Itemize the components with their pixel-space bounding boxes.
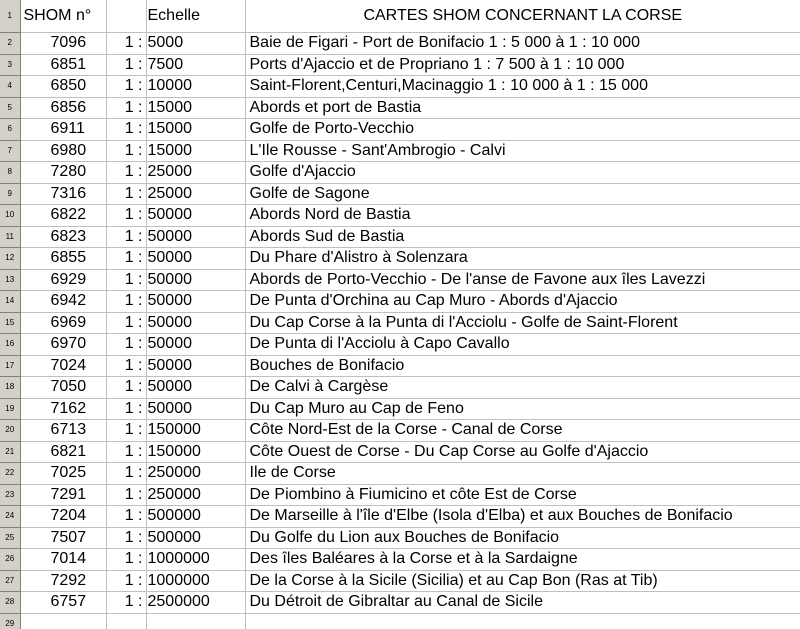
cell-title[interactable]: De Punta d'Orchina au Cap Muro - Abords d'Ajaccio bbox=[245, 291, 800, 313]
row-header[interactable]: 3 bbox=[0, 54, 20, 76]
cell-ratio[interactable]: 1 : bbox=[106, 527, 146, 549]
cell-scale[interactable]: 150000 bbox=[146, 420, 245, 442]
cell-shom-number[interactable]: 6969 bbox=[20, 312, 106, 334]
cell-title[interactable]: Abords de Porto-Vecchio - De l'anse de Favone aux îles Lavezzi bbox=[245, 269, 800, 291]
table-row bbox=[0, 162, 800, 184]
header-cell-scale[interactable]: Echelle bbox=[146, 0, 245, 33]
table-row bbox=[0, 355, 800, 377]
table-row bbox=[0, 183, 800, 205]
cell-shom-number[interactable]: 7316 bbox=[20, 183, 106, 205]
row-header[interactable]: 14 bbox=[0, 291, 20, 313]
cell-ratio[interactable]: 1 : bbox=[106, 570, 146, 592]
row-header[interactable]: 15 bbox=[0, 312, 20, 334]
cell-scale[interactable]: 50000 bbox=[146, 355, 245, 377]
cell-title[interactable]: Des îles Baléares à la Corse et à la Sardaigne bbox=[245, 549, 800, 571]
table-row bbox=[0, 334, 800, 356]
cell-scale[interactable]: 500000 bbox=[146, 527, 245, 549]
cell-ratio[interactable] bbox=[106, 613, 146, 629]
cell-ratio[interactable]: 1 : bbox=[106, 162, 146, 184]
cell-title[interactable]: Ports d'Ajaccio et de Propriano 1 : 7 500 à 1 : 10 000 bbox=[245, 54, 800, 76]
cell-scale[interactable]: 50000 bbox=[146, 226, 245, 248]
cell-ratio[interactable]: 1 : bbox=[106, 334, 146, 356]
cell-title[interactable]: Golfe de Porto-Vecchio bbox=[245, 119, 800, 141]
row-header[interactable]: 20 bbox=[0, 420, 20, 442]
cell-ratio[interactable]: 1 : bbox=[106, 463, 146, 485]
cell-ratio[interactable]: 1 : bbox=[106, 420, 146, 442]
cell-scale[interactable]: 15000 bbox=[146, 140, 245, 162]
table-row bbox=[0, 205, 800, 227]
row-header[interactable]: 19 bbox=[0, 398, 20, 420]
cell-title[interactable]: Baie de Figari - Port de Bonifacio 1 : 5 000 à 1 : 10 000 bbox=[245, 33, 800, 55]
cell-scale[interactable]: 50000 bbox=[146, 334, 245, 356]
row-header[interactable]: 21 bbox=[0, 441, 20, 463]
cell-shom-number[interactable]: 7280 bbox=[20, 162, 106, 184]
table-row bbox=[0, 119, 800, 141]
cell-title[interactable]: Saint-Florent,Centuri,Macinaggio 1 : 10 000 à 1 : 15 000 bbox=[245, 76, 800, 98]
cell-ratio[interactable]: 1 : bbox=[106, 312, 146, 334]
cell-title[interactable]: Du Cap Muro au Cap de Feno bbox=[245, 398, 800, 420]
cell-title[interactable]: Ile de Corse bbox=[245, 463, 800, 485]
row-header[interactable]: 28 bbox=[0, 592, 20, 614]
cell-shom-number[interactable]: 6823 bbox=[20, 226, 106, 248]
row-header[interactable]: 18 bbox=[0, 377, 20, 399]
cell-scale[interactable]: 15000 bbox=[146, 97, 245, 119]
row-header[interactable]: 5 bbox=[0, 97, 20, 119]
table-row bbox=[0, 140, 800, 162]
table-row bbox=[0, 54, 800, 76]
cell-title[interactable]: Du Phare d'Alistro à Solenzara bbox=[245, 248, 800, 270]
table-row bbox=[0, 269, 800, 291]
cell-scale[interactable]: 7500 bbox=[146, 54, 245, 76]
cell-shom-number[interactable]: 6713 bbox=[20, 420, 106, 442]
table-row bbox=[0, 97, 800, 119]
cell-shom-number[interactable]: 6851 bbox=[20, 54, 106, 76]
cell-scale[interactable]: 50000 bbox=[146, 269, 245, 291]
cell-title[interactable]: Côte Ouest de Corse - Du Cap Corse au Golfe d'Ajaccio bbox=[245, 441, 800, 463]
table-row bbox=[0, 248, 800, 270]
cell-title[interactable]: Golfe d'Ajaccio bbox=[245, 162, 800, 184]
cell-shom-number[interactable]: 7162 bbox=[20, 398, 106, 420]
cell-scale[interactable]: 15000 bbox=[146, 119, 245, 141]
row-header[interactable]: 1 bbox=[0, 0, 20, 33]
cell-scale[interactable]: 50000 bbox=[146, 248, 245, 270]
row-header[interactable]: 13 bbox=[0, 269, 20, 291]
cell-title[interactable] bbox=[245, 613, 800, 629]
row-header[interactable]: 6 bbox=[0, 119, 20, 141]
cell-scale[interactable]: 50000 bbox=[146, 291, 245, 313]
cell-title[interactable]: De Marseille à l'île d'Elbe (Isola d'Elba) et aux Bouches de Bonifacio bbox=[245, 506, 800, 528]
cell-shom-number[interactable] bbox=[20, 613, 106, 629]
table-row bbox=[0, 506, 800, 528]
row-header[interactable]: 4 bbox=[0, 76, 20, 98]
row-header[interactable]: 7 bbox=[0, 140, 20, 162]
cell-ratio[interactable]: 1 : bbox=[106, 205, 146, 227]
cell-shom-number[interactable]: 6856 bbox=[20, 97, 106, 119]
table-row bbox=[0, 613, 800, 629]
row-header[interactable]: 10 bbox=[0, 205, 20, 227]
cell-shom-number[interactable]: 7096 bbox=[20, 33, 106, 55]
row-header[interactable]: 12 bbox=[0, 248, 20, 270]
cell-shom-number[interactable]: 7507 bbox=[20, 527, 106, 549]
cell-title[interactable]: De Punta di l'Acciolu à Capo Cavallo bbox=[245, 334, 800, 356]
cell-shom-number[interactable]: 6942 bbox=[20, 291, 106, 313]
cell-ratio[interactable]: 1 : bbox=[106, 248, 146, 270]
cell-scale[interactable]: 50000 bbox=[146, 398, 245, 420]
cell-title[interactable]: Du Golfe du Lion aux Bouches de Bonifacio bbox=[245, 527, 800, 549]
cell-shom-number[interactable]: 6850 bbox=[20, 76, 106, 98]
header-cell-ratio[interactable] bbox=[106, 0, 146, 33]
header-cell-shom-number[interactable]: SHOM n° bbox=[20, 0, 106, 33]
cell-scale[interactable]: 150000 bbox=[146, 441, 245, 463]
cell-scale[interactable]: 25000 bbox=[146, 162, 245, 184]
table-row bbox=[0, 377, 800, 399]
cell-title[interactable]: De Piombino à Fiumicino et côte Est de Corse bbox=[245, 484, 800, 506]
row-header[interactable]: 11 bbox=[0, 226, 20, 248]
table-row bbox=[0, 420, 800, 442]
cell-ratio[interactable]: 1 : bbox=[106, 441, 146, 463]
cell-shom-number[interactable]: 6821 bbox=[20, 441, 106, 463]
cell-scale[interactable]: 1000000 bbox=[146, 549, 245, 571]
cell-scale[interactable]: 250000 bbox=[146, 463, 245, 485]
cell-title[interactable]: Golfe de Sagone bbox=[245, 183, 800, 205]
cell-shom-number[interactable]: 7014 bbox=[20, 549, 106, 571]
cell-scale[interactable]: 50000 bbox=[146, 205, 245, 227]
header-row bbox=[0, 0, 800, 33]
cell-shom-number[interactable]: 7291 bbox=[20, 484, 106, 506]
cell-ratio[interactable]: 1 : bbox=[106, 33, 146, 55]
cell-shom-number[interactable]: 6929 bbox=[20, 269, 106, 291]
cell-scale[interactable]: 10000 bbox=[146, 76, 245, 98]
cell-ratio[interactable]: 1 : bbox=[106, 549, 146, 571]
table-row bbox=[0, 398, 800, 420]
cell-scale[interactable]: 50000 bbox=[146, 377, 245, 399]
cell-ratio[interactable]: 1 : bbox=[106, 355, 146, 377]
cell-ratio[interactable]: 1 : bbox=[106, 377, 146, 399]
row-header[interactable]: 27 bbox=[0, 570, 20, 592]
row-header[interactable]: 2 bbox=[0, 33, 20, 55]
table-row bbox=[0, 312, 800, 334]
cell-scale[interactable]: 1000000 bbox=[146, 570, 245, 592]
cell-title[interactable]: Bouches de Bonifacio bbox=[245, 355, 800, 377]
row-header[interactable]: 23 bbox=[0, 484, 20, 506]
cell-shom-number[interactable]: 7204 bbox=[20, 506, 106, 528]
cell-title[interactable]: Abords et port de Bastia bbox=[245, 97, 800, 119]
cell-ratio[interactable]: 1 : bbox=[106, 140, 146, 162]
cell-scale[interactable]: 50000 bbox=[146, 312, 245, 334]
cell-ratio[interactable]: 1 : bbox=[106, 291, 146, 313]
cell-ratio[interactable]: 1 : bbox=[106, 226, 146, 248]
row-header[interactable]: 16 bbox=[0, 334, 20, 356]
table-row bbox=[0, 570, 800, 592]
row-header[interactable]: 9 bbox=[0, 183, 20, 205]
cell-scale[interactable]: 250000 bbox=[146, 484, 245, 506]
cell-title[interactable]: Du Cap Corse à la Punta di l'Acciolu - Golfe de Saint-Florent bbox=[245, 312, 800, 334]
cell-title[interactable]: Du Détroit de Gibraltar au Canal de Sicile bbox=[245, 592, 800, 614]
cell-ratio[interactable]: 1 : bbox=[106, 183, 146, 205]
cell-ratio[interactable]: 1 : bbox=[106, 506, 146, 528]
row-header[interactable]: 26 bbox=[0, 549, 20, 571]
cell-ratio[interactable]: 1 : bbox=[106, 398, 146, 420]
cell-shom-number[interactable]: 7050 bbox=[20, 377, 106, 399]
table-row bbox=[0, 291, 800, 313]
cell-title[interactable]: Abords Nord de Bastia bbox=[245, 205, 800, 227]
cell-shom-number[interactable]: 7292 bbox=[20, 570, 106, 592]
cell-shom-number[interactable]: 6855 bbox=[20, 248, 106, 270]
table-row bbox=[0, 527, 800, 549]
cell-ratio[interactable]: 1 : bbox=[106, 592, 146, 614]
cell-title[interactable]: L'Ile Rousse - Sant'Ambrogio - Calvi bbox=[245, 140, 800, 162]
row-header[interactable]: 25 bbox=[0, 527, 20, 549]
cell-shom-number[interactable]: 7025 bbox=[20, 463, 106, 485]
row-header[interactable]: 22 bbox=[0, 463, 20, 485]
cell-shom-number[interactable]: 6911 bbox=[20, 119, 106, 141]
row-header[interactable]: 8 bbox=[0, 162, 20, 184]
table-row bbox=[0, 463, 800, 485]
cell-shom-number[interactable]: 6970 bbox=[20, 334, 106, 356]
cell-ratio[interactable]: 1 : bbox=[106, 269, 146, 291]
cell-shom-number[interactable]: 7024 bbox=[20, 355, 106, 377]
cell-title[interactable]: Abords Sud de Bastia bbox=[245, 226, 800, 248]
table-row bbox=[0, 549, 800, 571]
cell-scale[interactable]: 2500000 bbox=[146, 592, 245, 614]
cell-title[interactable]: De Calvi à Cargèse bbox=[245, 377, 800, 399]
cell-shom-number[interactable]: 6757 bbox=[20, 592, 106, 614]
row-header[interactable]: 24 bbox=[0, 506, 20, 528]
cell-ratio[interactable]: 1 : bbox=[106, 484, 146, 506]
cell-scale[interactable]: 500000 bbox=[146, 506, 245, 528]
cell-title[interactable]: De la Corse à la Sicile (Sicilia) et au Cap Bon (Ras at Tib) bbox=[245, 570, 800, 592]
cell-ratio[interactable]: 1 : bbox=[106, 54, 146, 76]
cell-title[interactable]: Côte Nord-Est de la Corse - Canal de Corse bbox=[245, 420, 800, 442]
cell-scale[interactable]: 25000 bbox=[146, 183, 245, 205]
cell-ratio[interactable]: 1 : bbox=[106, 97, 146, 119]
cell-scale[interactable]: 5000 bbox=[146, 33, 245, 55]
table-row bbox=[0, 592, 800, 614]
cell-shom-number[interactable]: 6822 bbox=[20, 205, 106, 227]
row-header[interactable]: 29 bbox=[0, 613, 20, 629]
row-header[interactable]: 17 bbox=[0, 355, 20, 377]
cell-scale[interactable] bbox=[146, 613, 245, 629]
table-row bbox=[0, 76, 800, 98]
table-row bbox=[0, 441, 800, 463]
table-row bbox=[0, 484, 800, 506]
header-cell-title[interactable]: CARTES SHOM CONCERNANT LA CORSE bbox=[245, 0, 800, 33]
table-row bbox=[0, 226, 800, 248]
cell-shom-number[interactable]: 6980 bbox=[20, 140, 106, 162]
cell-ratio[interactable]: 1 : bbox=[106, 119, 146, 141]
cell-ratio[interactable]: 1 : bbox=[106, 76, 146, 98]
table-row bbox=[0, 33, 800, 55]
